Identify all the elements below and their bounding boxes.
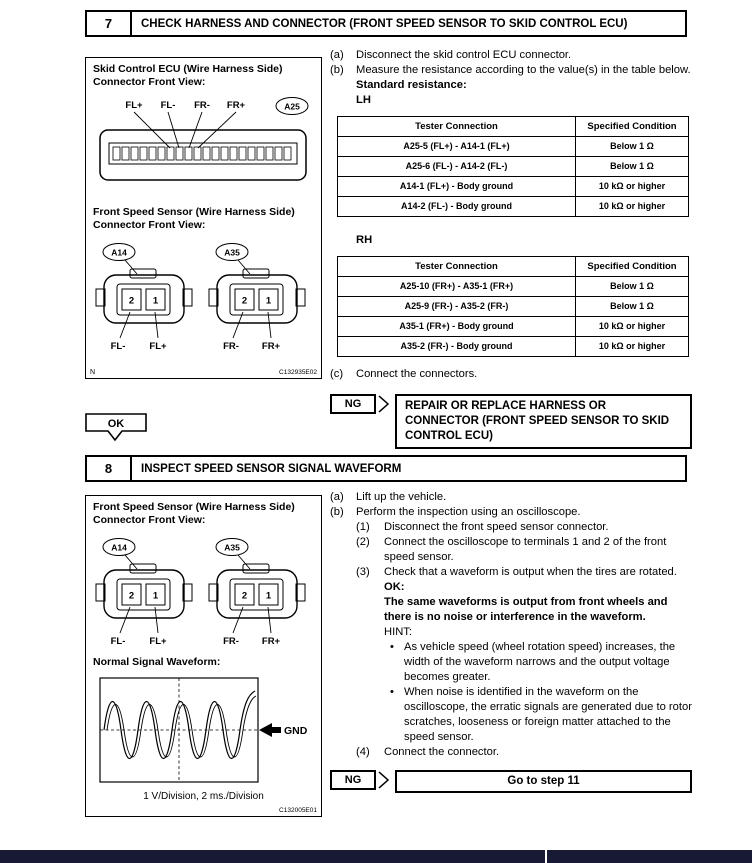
ecu-pin-label: FR- xyxy=(194,100,210,111)
ng-action: Go to step 11 xyxy=(395,770,692,793)
table-cell: 10 kΩ or higher xyxy=(576,337,689,357)
ok-label: OK xyxy=(107,418,125,430)
table-row xyxy=(338,317,689,337)
ecu-pins xyxy=(113,147,291,160)
substep-item xyxy=(356,535,692,565)
instruction-item xyxy=(330,367,692,382)
item-text: Disconnect the front speed sensor connector. xyxy=(384,521,609,533)
bullet-icon: • xyxy=(390,686,394,698)
table-header-row xyxy=(338,117,689,137)
step8-header xyxy=(85,455,687,482)
table-cell: Below 1 Ω xyxy=(576,157,689,177)
instruction-item xyxy=(330,48,692,63)
gnd-arrow-icon xyxy=(259,723,272,737)
item-text: Connect the connector. xyxy=(384,746,500,758)
lh-resistance-table xyxy=(337,116,689,217)
ecu-pin-label: FR+ xyxy=(226,100,246,111)
instruction-item xyxy=(330,63,692,78)
step7-ng-row xyxy=(330,394,692,449)
sensor-connector-caption: Front Speed Sensor (Wire Harness Side) Connector Front View: xyxy=(93,501,295,526)
terminal-number: 2 xyxy=(241,590,248,602)
item-text: Measure the resistance according to the value(s) in the table below. xyxy=(356,64,691,76)
terminal-number: 2 xyxy=(128,590,135,602)
table-cell: Below 1 Ω xyxy=(576,277,689,297)
ng-arrow-icon xyxy=(378,395,390,413)
table-cell: Below 1 Ω xyxy=(576,297,689,317)
terminal-number: 1 xyxy=(265,295,272,307)
table-header-cell: Tester Connection xyxy=(338,257,576,277)
rh-heading: RH xyxy=(356,234,373,246)
ok-heading: OK: xyxy=(384,581,405,593)
table-header-cell: Specified Condition xyxy=(576,257,689,277)
division-note: 1 V/Division, 2 ms./Division xyxy=(143,791,264,802)
sensor-connector-caption: Front Speed Sensor (Wire Harness Side) Connector Front View: xyxy=(93,206,295,231)
substep-item xyxy=(356,745,692,760)
ok-hint-block xyxy=(384,580,692,745)
table-row xyxy=(338,137,689,157)
table-cell: A14-2 (FL-) - Body ground xyxy=(338,197,576,217)
figure-code: C132005E01 xyxy=(279,807,317,814)
item-label: (a) xyxy=(330,49,344,61)
step8-title: INSPECT SPEED SENSOR SIGNAL WAVEFORM xyxy=(141,462,402,475)
speed-sensor-connector-diagram xyxy=(92,241,317,356)
step7-title: CHECK HARNESS AND CONNECTOR (FRONT SPEED SENSOR TO SKID CONTROL ECU) xyxy=(141,17,628,30)
item-label: (b) xyxy=(330,64,344,76)
table-cell: A25-5 (FL+) - A14-1 (FL+) xyxy=(338,137,576,157)
item-text: Check that a waveform is output when the tires are rotated. xyxy=(384,566,677,578)
ecu-pin-label: FL- xyxy=(160,100,176,111)
connector-id: A35 xyxy=(224,542,240,553)
sensor-pin-label: FL+ xyxy=(149,636,167,647)
table-row xyxy=(338,337,689,357)
connector-id: A14 xyxy=(111,542,127,553)
connector-id: A35 xyxy=(224,247,240,258)
hint-heading: HINT: xyxy=(384,626,412,638)
item-label: (4) xyxy=(356,746,370,758)
step8-ng-row xyxy=(330,770,692,793)
step7-header xyxy=(85,10,687,37)
table-header-row xyxy=(338,257,689,277)
item-text: Connect the connectors. xyxy=(356,368,478,380)
table-cell: 10 kΩ or higher xyxy=(576,177,689,197)
table-row xyxy=(338,297,689,317)
sensor-pin-label: FL- xyxy=(110,636,126,647)
ecu-pin-label: FL+ xyxy=(125,100,143,111)
sensor-pin-label: FR- xyxy=(223,636,239,647)
sensor-pin-label: FL+ xyxy=(149,341,167,352)
table-cell: A25-6 (FL-) - A14-2 (FL-) xyxy=(338,157,576,177)
table-cell: A35-2 (FR-) - Body ground xyxy=(338,337,576,357)
waveform-caption: Normal Signal Waveform: xyxy=(93,656,221,668)
step8-number: 8 xyxy=(87,457,132,480)
table-row xyxy=(338,177,689,197)
step7-instructions xyxy=(330,48,692,449)
table-cell: 10 kΩ or higher xyxy=(576,197,689,217)
step8-figure xyxy=(85,495,322,817)
connector-id: A14 xyxy=(111,247,127,258)
table-cell: A35-1 (FR+) - Body ground xyxy=(338,317,576,337)
item-text: Disconnect the skid control ECU connector. xyxy=(356,49,572,61)
sensor-pin-label: FL- xyxy=(110,341,126,352)
step8-substeps xyxy=(356,520,692,760)
footer-divider xyxy=(545,850,547,863)
connector-id: A25 xyxy=(284,101,300,112)
step8-instructions xyxy=(330,490,692,793)
terminal-number: 1 xyxy=(152,295,159,307)
step7-figure xyxy=(85,57,322,379)
ng-marker: NG xyxy=(330,394,376,414)
item-text: Connect the oscilloscope to terminals 1 and 2 of the front speed sensor. xyxy=(384,536,667,563)
table-cell: A25-9 (FR-) - A35-2 (FR-) xyxy=(338,297,576,317)
terminal-number: 1 xyxy=(152,590,159,602)
item-label: (a) xyxy=(330,491,344,503)
waveform-diagram xyxy=(98,676,313,788)
table-row xyxy=(338,277,689,297)
step7-number: 7 xyxy=(87,12,132,35)
hint-item xyxy=(390,640,692,685)
ng-marker: NG xyxy=(330,770,376,790)
sensor-pin-label: FR+ xyxy=(261,636,281,647)
ng-arrow-icon xyxy=(378,771,390,789)
table-cell: A14-1 (FL+) - Body ground xyxy=(338,177,576,197)
substep-item xyxy=(356,565,692,580)
speed-sensor-connector-diagram xyxy=(92,536,317,651)
bullet-icon: • xyxy=(390,641,394,653)
hint-text: When noise is identified in the waveform on the oscilloscope, the erratic signals are generated due to rotor scratches, looseness or foreign matter attached to the speed sensor. xyxy=(404,686,692,743)
figure-corner-mark: N xyxy=(90,369,96,376)
item-text: Perform the inspection using an oscilloscope. xyxy=(356,506,581,518)
gnd-label: GND xyxy=(284,725,308,737)
table-cell: 10 kΩ or higher xyxy=(576,317,689,337)
figure-code: C132935E02 xyxy=(279,369,317,376)
substep-item xyxy=(356,520,692,535)
item-label: (b) xyxy=(330,506,344,518)
table-header-cell: Tester Connection xyxy=(338,117,576,137)
terminal-number: 2 xyxy=(241,295,248,307)
hint-item xyxy=(390,685,692,745)
item-label: (3) xyxy=(356,566,370,578)
hint-text: As vehicle speed (wheel rotation speed) increases, the width of the waveform narrows and the output voltage becomes greater. xyxy=(404,641,676,683)
terminal-number: 1 xyxy=(265,590,272,602)
sensor-pin-label: FR+ xyxy=(261,341,281,352)
rh-resistance-table xyxy=(337,256,689,357)
ok-text: The same waveforms is output from front wheels and there is no noise or interference in the waveform. xyxy=(384,596,668,623)
instruction-item xyxy=(330,490,692,505)
lh-heading: LH xyxy=(356,94,371,106)
item-label: (2) xyxy=(356,536,370,548)
terminal-number: 2 xyxy=(128,295,135,307)
table-row xyxy=(338,197,689,217)
table-cell: Below 1 Ω xyxy=(576,137,689,157)
ecu-connector-caption: Skid Control ECU (Wire Harness Side) Connector Front View: xyxy=(93,63,283,88)
item-label: (c) xyxy=(330,368,344,380)
ok-marker xyxy=(85,413,149,443)
standard-resistance-heading: Standard resistance: xyxy=(356,79,467,91)
table-header-cell: Specified Condition xyxy=(576,117,689,137)
ng-action: REPAIR OR REPLACE HARNESS OR CONNECTOR (FRONT SPEED SENSOR TO SKID CONTROL ECU) xyxy=(395,394,692,449)
item-text: Lift up the vehicle. xyxy=(356,491,447,503)
ecu-connector-diagram xyxy=(92,96,317,196)
footer-bar xyxy=(0,850,752,863)
sensor-pin-label: FR- xyxy=(223,341,239,352)
table-row xyxy=(338,157,689,177)
item-label: (1) xyxy=(356,521,370,533)
instruction-item xyxy=(330,505,692,520)
table-cell: A25-10 (FR+) - A35-1 (FR+) xyxy=(338,277,576,297)
